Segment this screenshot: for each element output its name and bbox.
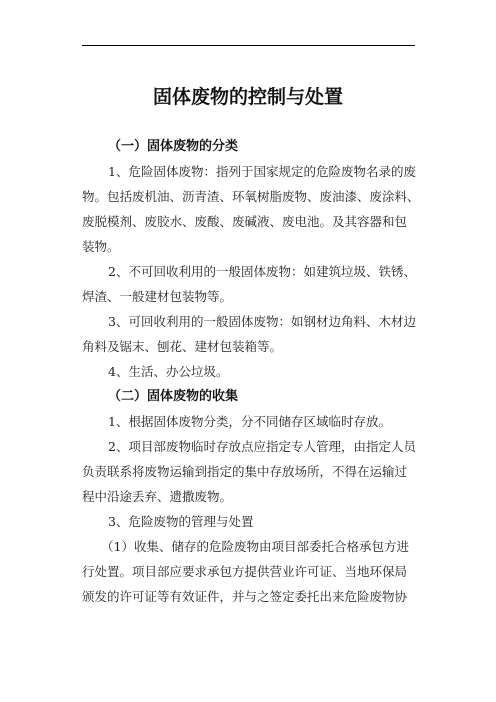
body-line: 4、生活、办公垃圾。: [108, 364, 229, 379]
body-line: 颁发的许可证等有效证件，并与之签定委托出来危险废物协: [82, 589, 408, 604]
body-line: 负责联系将废物运输到指定的集中存放场所，不得在运输过: [82, 464, 408, 479]
section-heading-classification: （一）固体废物的分类: [108, 139, 239, 154]
body-line: 物。包括废机油、沥青渣、环氧树脂废物、废油漆、废涂料、: [82, 189, 420, 204]
body-line: 2、项目部废物临时存放点应指定专人管理，由指定人员: [108, 439, 416, 454]
body-line: 3、危险废物的管理与处置: [108, 514, 254, 529]
body-line: 程中沿途丢弃、遗撒废物。: [82, 489, 233, 504]
body-line: 1、根据固体废物分类，分不同储存区域临时存放。: [108, 414, 391, 429]
body-line: 2、不可回收利用的一般固体废物：如建筑垃圾、铁锈、: [108, 264, 416, 279]
section-heading-collection: （二）固体废物的收集: [108, 389, 239, 404]
body-line: （1）收集、储存的危险废物由项目部委托合格承包方进: [101, 539, 409, 554]
body-line: 3、可回收利用的一般固体废物：如钢材边角料、木材边: [108, 314, 416, 329]
document-title: 固体废物的控制与处置: [152, 86, 343, 108]
body-line: 装物。: [82, 239, 120, 254]
body-line: 废脱模剂、废胶水、废酸、废碱液、废电池。及其容器和包: [82, 214, 408, 229]
body-line: 1、危险固体废物：指列于国家规定的危险废物名录的废: [108, 164, 416, 179]
header-rule: [82, 45, 415, 46]
body-line: 角料及锯末、刨花、建材包装箱等。: [82, 339, 283, 354]
body-line: 焊渣、一般建材包装物等。: [82, 289, 233, 304]
body-line: 行处置。项目部应要求承包方提供营业许可证、当地环保局: [82, 564, 408, 579]
